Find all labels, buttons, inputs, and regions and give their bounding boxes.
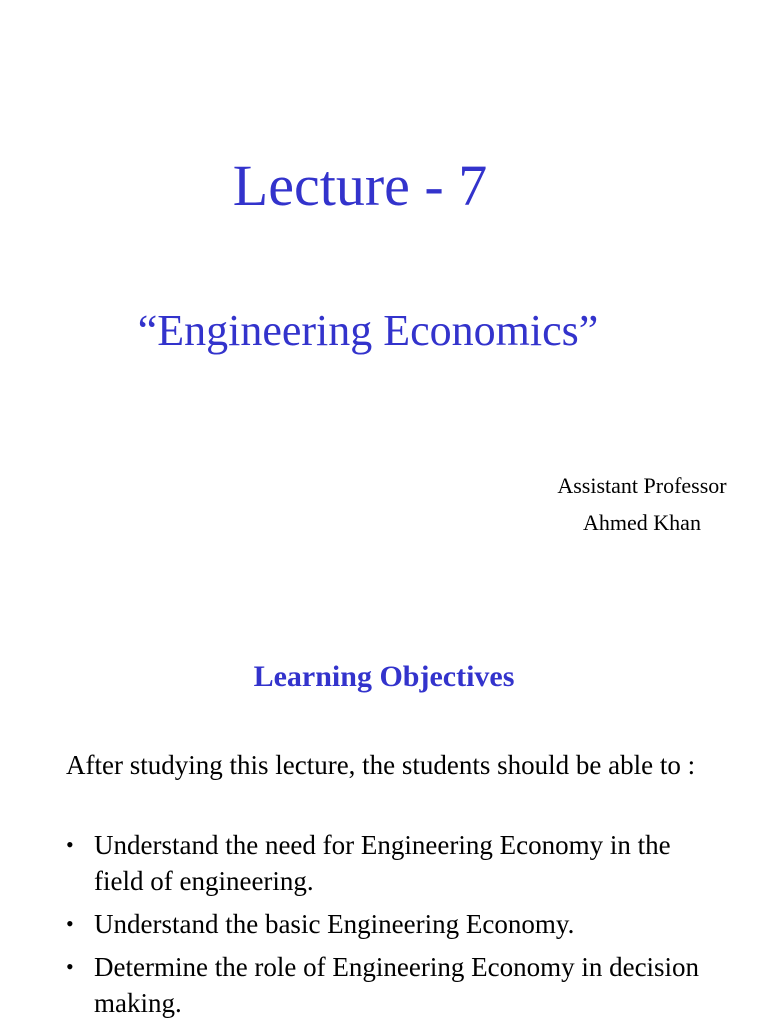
- list-item-text: Understand the need for Engineering Economy in the field of engineering.: [94, 830, 671, 896]
- list-item-text: Determine the role of Engineering Economy in decision making.: [94, 952, 700, 1018]
- bullet-dot-icon: •: [66, 954, 74, 979]
- objectives-heading: Learning Objectives: [253, 660, 515, 693]
- author-name: Ahmed Khan: [583, 510, 701, 535]
- bullet-dot-icon: •: [66, 911, 74, 936]
- list-item: [66, 906, 716, 942]
- list-item-text: Understand the basic Engineering Economy.: [94, 909, 575, 939]
- objectives-intro: After studying this lecture, the students should be able to :: [66, 750, 696, 780]
- objectives-list: [66, 827, 716, 1028]
- author-block: [532, 467, 752, 541]
- lecture-title: Lecture - 7: [232, 153, 488, 218]
- list-item: [66, 949, 716, 1021]
- author-role: Assistant Professor: [557, 473, 727, 498]
- course-title: “Engineering Economics”: [137, 306, 599, 355]
- list-item: [66, 827, 716, 899]
- bullet-dot-icon: •: [66, 832, 74, 857]
